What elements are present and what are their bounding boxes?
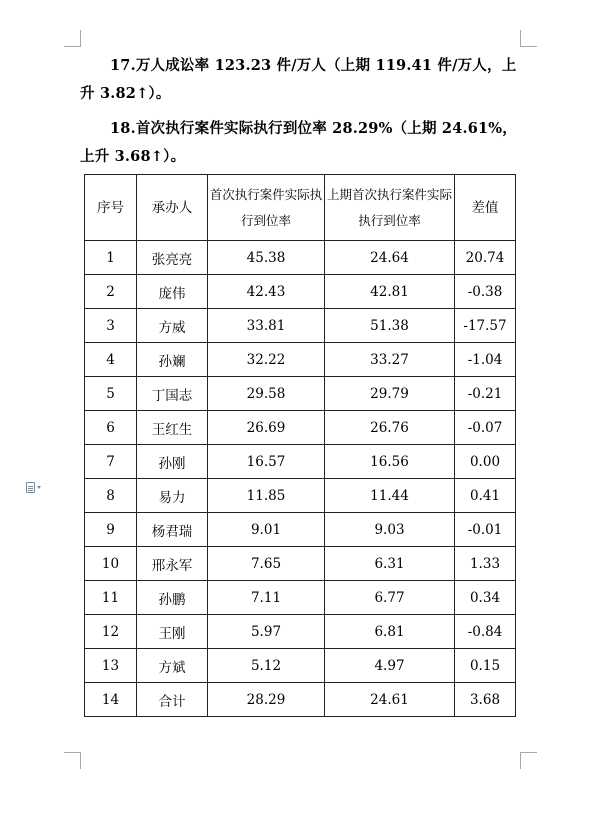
cell-difference: 1.33 xyxy=(455,547,516,581)
cell-current-rate: 42.43 xyxy=(208,275,325,309)
cell-current-rate: 7.11 xyxy=(208,581,325,615)
cell-handler: 孙斓 xyxy=(137,343,208,377)
cell-current-rate: 32.22 xyxy=(208,343,325,377)
paragraph-17 xyxy=(80,52,525,108)
cell-difference: -0.01 xyxy=(455,513,516,547)
table-row xyxy=(85,343,516,377)
cell-difference: 0.34 xyxy=(455,581,516,615)
cell-difference: 0.00 xyxy=(455,445,516,479)
paragraph-18-text: 18.首次执行案件实际执行到位率 28.29%（上期 24.61%，上升 3.68↑）。 xyxy=(80,120,517,165)
cell-previous-rate: 51.38 xyxy=(325,309,455,343)
cell-current-rate: 45.38 xyxy=(208,241,325,275)
cell-previous-rate: 6.77 xyxy=(325,581,455,615)
cell-current-rate: 5.12 xyxy=(208,649,325,683)
header-index: 序号 xyxy=(85,175,137,241)
cell-handler: 丁国志 xyxy=(137,377,208,411)
table-header-row xyxy=(85,175,516,241)
table-row xyxy=(85,241,516,275)
cell-current-rate: 11.85 xyxy=(208,479,325,513)
cell-difference: -0.21 xyxy=(455,377,516,411)
crop-mark-top-left xyxy=(64,30,81,47)
crop-mark-bottom-left xyxy=(64,752,81,769)
cell-current-rate: 16.57 xyxy=(208,445,325,479)
cell-handler: 易力 xyxy=(137,479,208,513)
table-row xyxy=(85,377,516,411)
cell-handler: 杨君瑞 xyxy=(137,513,208,547)
table-row xyxy=(85,615,516,649)
cell-index: 8 xyxy=(85,479,137,513)
cell-previous-rate: 9.03 xyxy=(325,513,455,547)
cell-index: 13 xyxy=(85,649,137,683)
cell-difference: 0.15 xyxy=(455,649,516,683)
document-options-button[interactable] xyxy=(26,480,48,494)
cell-difference: -0.38 xyxy=(455,275,516,309)
cell-index: 12 xyxy=(85,615,137,649)
crop-mark-top-right xyxy=(520,30,537,47)
cell-difference: -17.57 xyxy=(455,309,516,343)
cell-current-rate: 28.29 xyxy=(208,683,325,717)
header-current-rate: 首次执行案件实际执行到位率 xyxy=(208,175,325,241)
header-difference: 差值 xyxy=(455,175,516,241)
cell-handler: 方斌 xyxy=(137,649,208,683)
cell-previous-rate: 4.97 xyxy=(325,649,455,683)
cell-handler: 孙刚 xyxy=(137,445,208,479)
cell-handler: 邢永军 xyxy=(137,547,208,581)
cell-index: 5 xyxy=(85,377,137,411)
cell-handler: 合计 xyxy=(137,683,208,717)
cell-previous-rate: 6.31 xyxy=(325,547,455,581)
chevron-down-icon xyxy=(37,486,41,489)
cell-index: 6 xyxy=(85,411,137,445)
cell-difference: 3.68 xyxy=(455,683,516,717)
cell-handler: 张亮亮 xyxy=(137,241,208,275)
table-row xyxy=(85,479,516,513)
cell-handler: 王红生 xyxy=(137,411,208,445)
cell-index: 1 xyxy=(85,241,137,275)
cell-current-rate: 33.81 xyxy=(208,309,325,343)
cell-current-rate: 7.65 xyxy=(208,547,325,581)
cell-index: 14 xyxy=(85,683,137,717)
crop-mark-bottom-right xyxy=(520,752,537,769)
cell-index: 4 xyxy=(85,343,137,377)
execution-rate-table xyxy=(84,174,516,717)
cell-previous-rate: 24.64 xyxy=(325,241,455,275)
cell-difference: 20.74 xyxy=(455,241,516,275)
cell-index: 11 xyxy=(85,581,137,615)
document-icon xyxy=(26,482,35,493)
cell-handler: 方威 xyxy=(137,309,208,343)
cell-difference: -0.84 xyxy=(455,615,516,649)
cell-previous-rate: 6.81 xyxy=(325,615,455,649)
cell-index: 9 xyxy=(85,513,137,547)
cell-difference: -0.07 xyxy=(455,411,516,445)
table-row xyxy=(85,547,516,581)
header-previous-rate: 上期首次执行案件实际执行到位率 xyxy=(325,175,455,241)
table-row xyxy=(85,649,516,683)
cell-previous-rate: 29.79 xyxy=(325,377,455,411)
cell-handler: 庞伟 xyxy=(137,275,208,309)
cell-previous-rate: 11.44 xyxy=(325,479,455,513)
cell-previous-rate: 42.81 xyxy=(325,275,455,309)
table-row xyxy=(85,411,516,445)
cell-previous-rate: 26.76 xyxy=(325,411,455,445)
cell-current-rate: 29.58 xyxy=(208,377,325,411)
table-row xyxy=(85,309,516,343)
table-row xyxy=(85,683,516,717)
header-handler: 承办人 xyxy=(137,175,208,241)
cell-current-rate: 26.69 xyxy=(208,411,325,445)
table-row xyxy=(85,581,516,615)
cell-handler: 孙鹏 xyxy=(137,581,208,615)
cell-previous-rate: 16.56 xyxy=(325,445,455,479)
cell-index: 2 xyxy=(85,275,137,309)
cell-current-rate: 9.01 xyxy=(208,513,325,547)
table-row xyxy=(85,275,516,309)
cell-difference: -1.04 xyxy=(455,343,516,377)
cell-current-rate: 5.97 xyxy=(208,615,325,649)
cell-difference: 0.41 xyxy=(455,479,516,513)
table-row xyxy=(85,513,516,547)
cell-index: 3 xyxy=(85,309,137,343)
cell-index: 10 xyxy=(85,547,137,581)
table-body xyxy=(85,241,516,717)
paragraph-17-text: 17.万人成讼率 123.23 件/万人（上期 119.41 件/万人，上升 3.82↑）。 xyxy=(80,57,517,102)
cell-index: 7 xyxy=(85,445,137,479)
cell-previous-rate: 24.61 xyxy=(325,683,455,717)
table-row xyxy=(85,445,516,479)
paragraph-18 xyxy=(80,115,525,171)
cell-handler: 王刚 xyxy=(137,615,208,649)
cell-previous-rate: 33.27 xyxy=(325,343,455,377)
